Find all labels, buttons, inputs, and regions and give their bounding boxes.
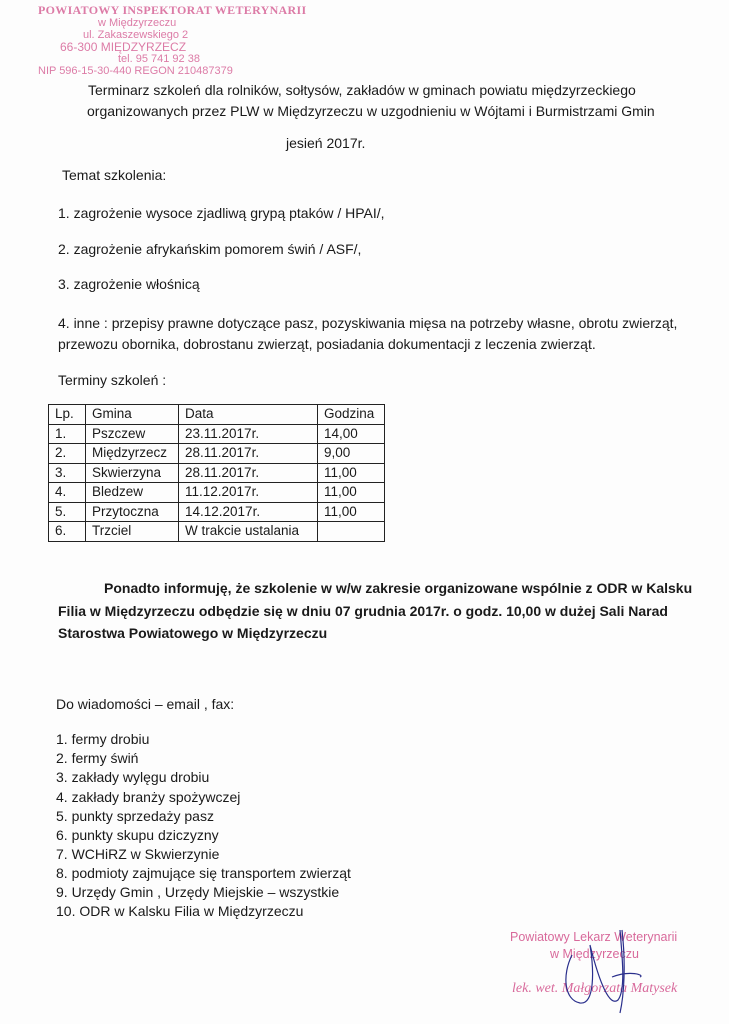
table-row — [49, 424, 385, 444]
title-line: Terminarz szkoleń dla rolników, sołtysów, zakładów w gminach powiatu międzyrzeckiego — [88, 82, 636, 98]
topic-item: 3. zagrożenie włośnicą — [58, 276, 200, 292]
header-cell: Godzina — [318, 405, 385, 425]
cell: 4. — [49, 483, 86, 503]
recipient-item: 9. Urzędy Gmin , Urzędy Miejskie – wszystkie — [56, 884, 340, 900]
cell: 11,00 — [318, 502, 385, 522]
topic-item: 4. inne : przepisy prawne dotyczące pasz, pozyskiwania mięsa na potrzeby własne, obrotu zwierząt, — [58, 315, 678, 331]
cell: 14,00 — [318, 424, 385, 444]
schedule-table — [48, 404, 385, 542]
signature-name: lek. wet. Małgorzata Matysek — [512, 981, 678, 996]
stamp-line: 66-300 MIĘDZYRZECZ — [60, 40, 187, 54]
notice-line: Filia w Międzyrzeczu odbędzie się w dniu 07 grudnia 2017r. o godz. 10,00 w dużej Sali Narad — [58, 603, 668, 619]
cell: 14.12.2017r. — [179, 502, 318, 522]
notice-line: Starostwa Powiatowego w Międzyrzeczu — [58, 625, 328, 641]
table-row — [49, 444, 385, 464]
cell: Bledzew — [86, 483, 179, 503]
cell: Skwierzyna — [86, 463, 179, 483]
header-cell: Lp. — [49, 405, 86, 425]
recipient-item: 4. zakłady branży spożywczej — [56, 789, 241, 805]
table-row — [49, 463, 385, 483]
cell: Trzciel — [86, 522, 179, 542]
topics-heading: Temat szkolenia: — [62, 167, 167, 183]
cell: 3. — [49, 463, 86, 483]
cell: 11,00 — [318, 463, 385, 483]
cell: 11.12.2017r. — [179, 483, 318, 503]
recipient-item: 5. punkty sprzedaży pasz — [56, 808, 214, 824]
cell: 2. — [49, 444, 86, 464]
cell: 11,00 — [318, 483, 385, 503]
cell: 9,00 — [318, 444, 385, 464]
notice-line: Ponadto informuję, że szkolenie w w/w zakresie organizowane wspólnie z ODR w Kalsku — [104, 580, 693, 596]
stamp-line: ul. Zakaszewskiego 2 — [83, 29, 189, 41]
signature-stamp-line: Powiatowy Lekarz Weterynarii — [510, 930, 678, 944]
table-row — [49, 483, 385, 503]
table-row — [49, 502, 385, 522]
table-header-row — [49, 405, 385, 425]
recipient-item: 1. fermy drobiu — [56, 731, 150, 747]
cell: Przytoczna — [86, 502, 179, 522]
recipient-item: 3. zakłady wylęgu drobiu — [56, 769, 210, 785]
recipient-item: 2. fermy świń — [56, 750, 139, 766]
table-row — [49, 522, 385, 542]
stamp-line: tel. 95 741 92 38 — [118, 53, 200, 65]
handwritten-signature — [560, 915, 650, 1015]
title-line: organizowanych przez PLW w Międzyrzeczu w uzgodnieniu w Wójtami i Burmistrzami Gmin — [87, 103, 655, 119]
topic-item: przewozu obornika, dobrostanu zwierząt, posiadania dokumentacji z leczenia zwierząt. — [58, 336, 596, 352]
cell: Międzyrzecz — [86, 444, 179, 464]
cell: 28.11.2017r. — [179, 463, 318, 483]
topic-item: 2. zagrożenie afrykańskim pomorem świń / ASF/, — [58, 241, 362, 257]
header-cell: Gmina — [86, 405, 179, 425]
recipient-item: 7. WCHiRZ w Skwierzynie — [56, 846, 220, 862]
recipient-item: 6. punkty skupu dziczyzny — [56, 827, 219, 843]
stamp-line: NIP 596-15-30-440 REGON 210487379 — [38, 65, 233, 77]
recipient-item: 10. ODR w Kalsku Filia w Międzyrzeczu — [56, 903, 304, 919]
cell — [318, 522, 385, 542]
schedule-heading: Terminy szkoleń : — [58, 372, 167, 388]
cell: 5. — [49, 502, 86, 522]
cell: 23.11.2017r. — [179, 424, 318, 444]
topic-item: 1. zagrożenie wysoce zjadliwą grypą ptaków / HPAI/, — [58, 205, 385, 221]
header-cell: Data — [179, 405, 318, 425]
recipients-heading: Do wiadomości – email , fax: — [56, 696, 235, 712]
recipient-item: 8. podmioty zajmujące się transportem zwierząt — [56, 865, 351, 881]
cell: W trakcie ustalania — [179, 522, 318, 542]
signature-stamp-line: w Międzyrzeczu — [550, 947, 639, 961]
stamp-line: w Międzyrzeczu — [98, 17, 177, 29]
season: jesień 2017r. — [286, 135, 366, 151]
cell: Pszczew — [86, 424, 179, 444]
cell: 28.11.2017r. — [179, 444, 318, 464]
cell: 1. — [49, 424, 86, 444]
cell: 6. — [49, 522, 86, 542]
stamp-line: POWIATOWY INSPEKTORAT WETERYNARII — [38, 3, 307, 17]
